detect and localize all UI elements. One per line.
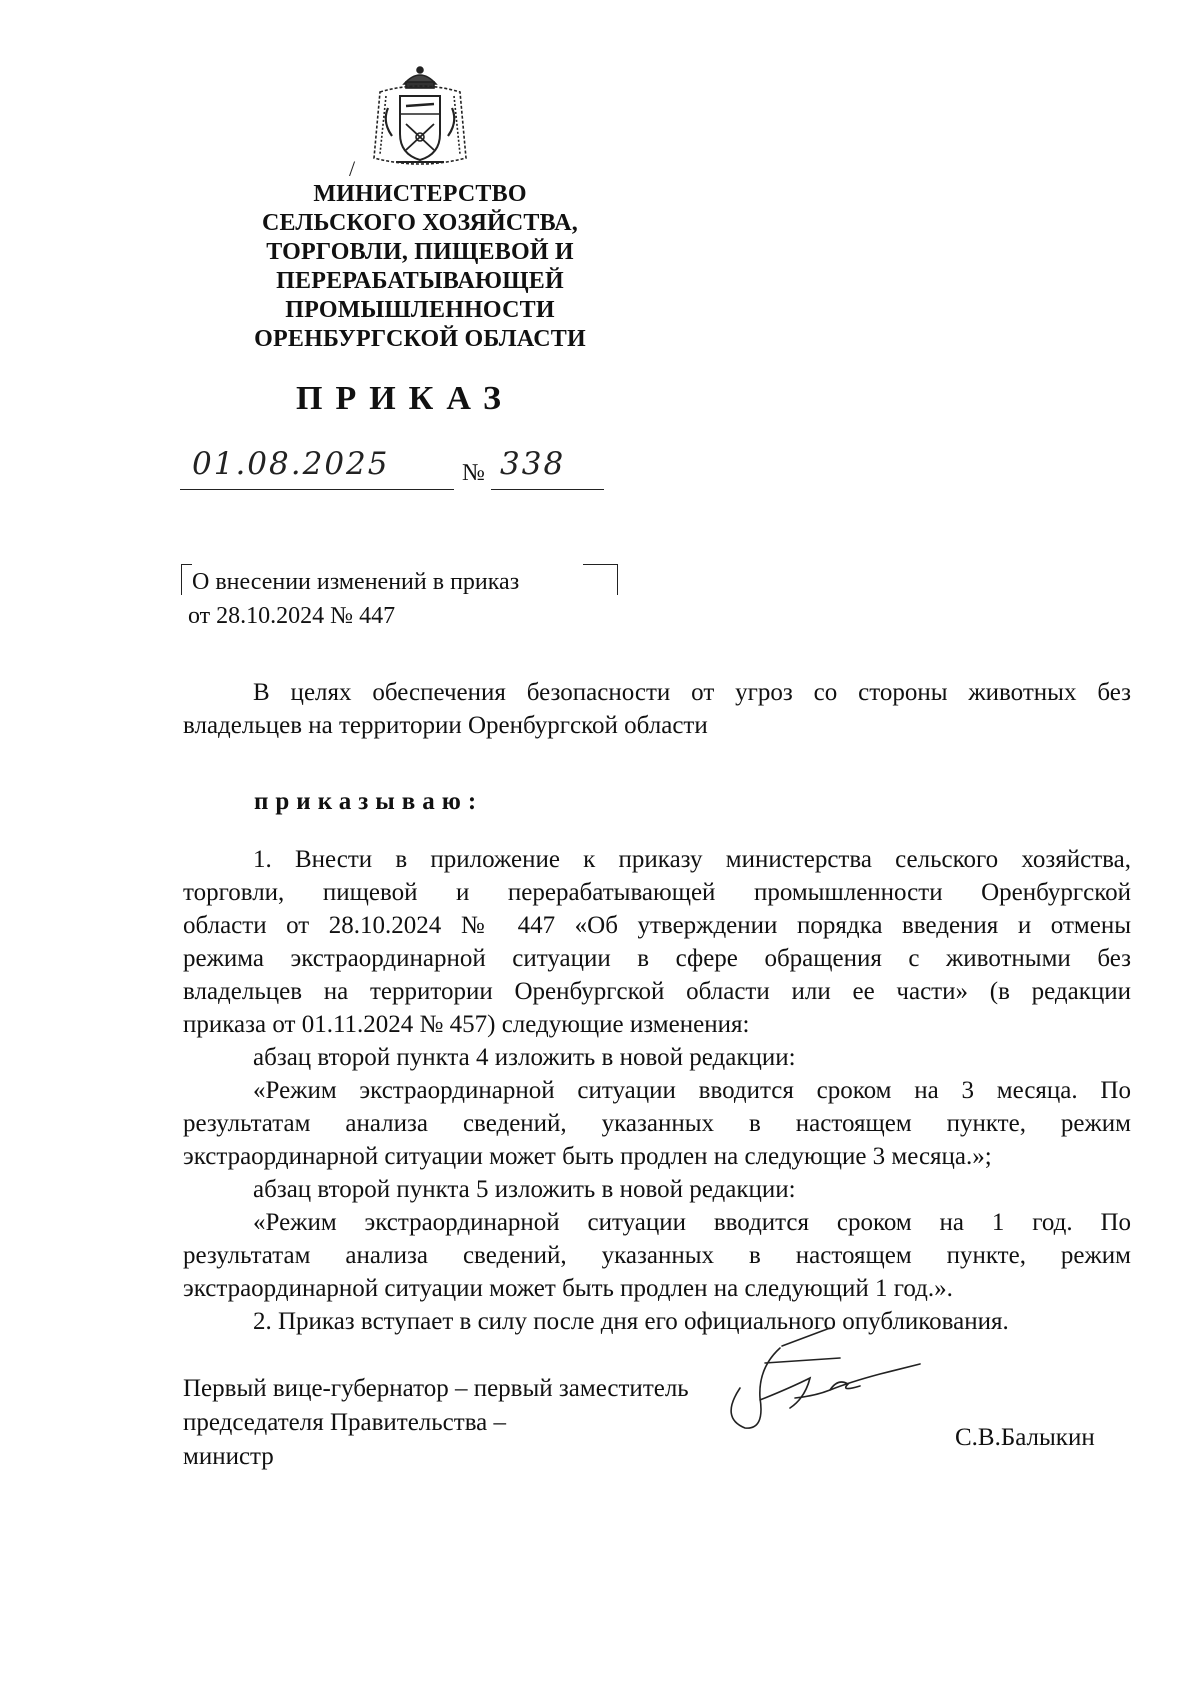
- body-line: экстраординарной ситуации может быть продлен на следующие 3 месяца.»;: [183, 1143, 992, 1170]
- subject-bracket-left: [181, 564, 192, 595]
- preamble: [183, 676, 1131, 742]
- preamble-line: владельцев на территории Оренбургской области: [183, 712, 708, 739]
- body-line: результатам анализа сведений, указанных в настоящем пункте, режим: [183, 1110, 1131, 1137]
- date-underline: [180, 489, 454, 490]
- order-body: [183, 843, 1131, 1338]
- preamble-line: В целях обеспечения безопасности от угроз со стороны животных без: [253, 679, 1131, 706]
- body-line: приказа от 01.11.2024 № 457) следующие изменения:: [183, 1011, 750, 1038]
- body-line: «Режим экстраординарной ситуации вводится сроком на 1 год. По: [253, 1209, 1131, 1236]
- org-line: СЕЛЬСКОГО ХОЗЯЙСТВА,: [261, 210, 579, 236]
- subject-line: от 28.10.2024 № 447: [188, 603, 396, 629]
- signatory-position: [183, 1372, 689, 1474]
- signatory-name: С.В.Балыкин: [955, 1424, 1095, 1451]
- margin-tick-mark: /: [349, 156, 356, 181]
- org-line: ОРЕНБУРГСКОЙ ОБЛАСТИ: [254, 326, 586, 352]
- order-number: 338: [500, 446, 566, 482]
- order-word: приказываю:: [254, 788, 484, 815]
- number-sign: №: [462, 460, 485, 486]
- body-line: 1. Внести в приложение к приказу министерства сельского хозяйства,: [253, 846, 1131, 873]
- position-line: министр: [183, 1443, 274, 1470]
- order-date: 01.08.2025: [192, 446, 390, 482]
- org-line: ПРОМЫШЛЕННОСТИ: [285, 297, 555, 323]
- body-line: режима экстраординарной ситуации в сфере обращения с животными без: [183, 945, 1131, 972]
- body-line: абзац второй пункта 5 изложить в новой редакции:: [253, 1176, 796, 1203]
- coat-of-arms-icon: [366, 62, 474, 174]
- body-line: результатам анализа сведений, указанных в настоящем пункте, режим: [183, 1242, 1131, 1269]
- handwritten-signature: [720, 1318, 940, 1448]
- subject-bracket-right: [583, 564, 618, 595]
- subject-line: О внесении изменений в приказ: [192, 569, 520, 595]
- organization-name: [220, 180, 620, 354]
- body-line: 2. Приказ вступает в силу после дня его официального опубликования.: [253, 1308, 1009, 1335]
- org-line: ТОРГОВЛИ, ПИЩЕВОЙ И: [266, 239, 574, 265]
- body-line: области от 28.10.2024 № 447 «Об утверждении порядка введения и отмены: [183, 912, 1131, 939]
- org-line: ПЕРЕРАБАТЫВАЮЩЕЙ: [276, 268, 564, 294]
- body-line: владельцев на территории Оренбургской области или ее части» (в редакции: [183, 978, 1131, 1005]
- body-line: абзац второй пункта 4 изложить в новой редакции:: [253, 1044, 796, 1071]
- order-subject: [188, 565, 520, 633]
- number-underline: [491, 489, 604, 490]
- position-line: Первый вице-губернатор – первый заместитель: [183, 1375, 689, 1402]
- document-type-title: ПРИКАЗ: [296, 380, 514, 417]
- position-line: председателя Правительства –: [183, 1409, 507, 1436]
- body-line: «Режим экстраординарной ситуации вводится сроком на 3 месяца. По: [253, 1077, 1131, 1104]
- body-line: экстраординарной ситуации может быть продлен на следующий 1 год.».: [183, 1275, 953, 1302]
- org-line: МИНИСТЕРСТВО: [313, 181, 527, 207]
- body-line: торговли, пищевой и перерабатывающей промышленности Оренбургской: [183, 879, 1131, 906]
